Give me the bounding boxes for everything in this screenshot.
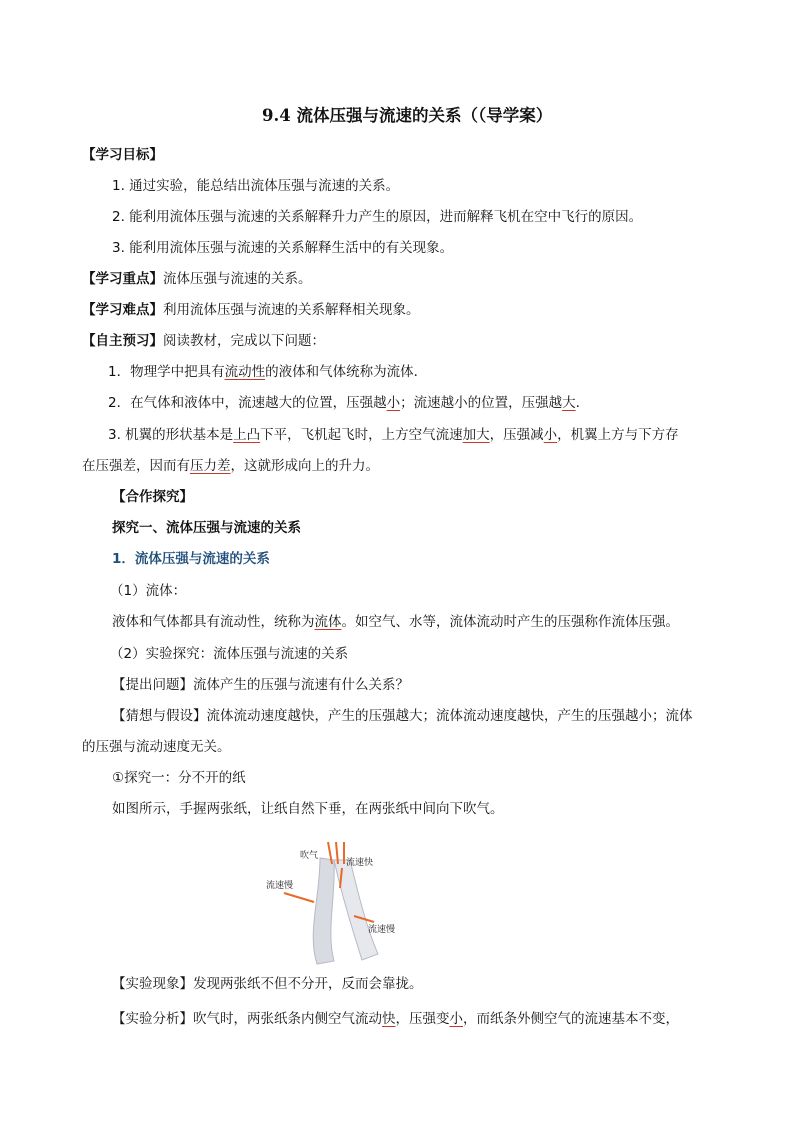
fluid-answer: 流体 (314, 614, 342, 630)
fluid-definition (112, 613, 679, 631)
q2-text-b: ；流速越小的位置，压强越 (400, 395, 563, 411)
fluid-text-b: 。如空气、水等，流体流动时产生的压强称作流体压强。 (341, 614, 679, 630)
analysis-answer-2: 小 (449, 1011, 463, 1027)
analysis-answer-1: 快 (382, 1011, 396, 1027)
phenomenon-line (112, 975, 423, 993)
objective-item-3: 3. 能利用流体压强与流速的关系解释生活中的有关现象。 (112, 240, 454, 256)
analysis-text-c: ，而纸条外侧空气的流速基本不变， (463, 1011, 679, 1027)
label-slow-right: 流速慢 (368, 925, 396, 935)
paper-left-icon (313, 858, 334, 964)
fluid-label: （1）流体： (110, 583, 187, 599)
q1-answer: 流动性 (224, 364, 266, 380)
hypothesis-text-2: 的压强与流动速度无关。 (82, 739, 231, 755)
explore-1-heading: 探究一、流体压强与流速的关系 (112, 520, 301, 536)
label-slow-left: 流速慢 (266, 881, 294, 891)
fluid-text-a: 液体和气体都具有流动性，统称为 (112, 614, 315, 630)
objectives-heading: 【学习目标】 (82, 147, 163, 163)
experiment-label: （2）实验探究：流体压强与流速的关系 (110, 646, 349, 662)
analysis-label: 【实验分析】 (112, 1011, 193, 1027)
q3-text-d: ，机翼上方与下方存 (557, 427, 679, 443)
preview-label: 【自主预习】 (82, 333, 163, 349)
hypothesis-text-1: 流体流动速度越快，产生的压强越大；流体流动速度越快，产生的压强越小；流体 (206, 708, 693, 724)
hypothesis-label: 【猜想与假设】 (112, 708, 207, 724)
q3-text-e: 在压强差，因而有 (82, 458, 190, 474)
preview-question-2 (108, 394, 580, 412)
q3-answer-3: 小 (543, 427, 558, 443)
q3-text-a: 3. 机翼的形状基本是 (108, 427, 234, 443)
q3-answer-1: 上凸 (233, 427, 261, 443)
q2-text-c: . (575, 395, 580, 411)
analysis-text-b: ，压强变 (395, 1011, 450, 1027)
difficulty-label: 【学习难点】 (82, 302, 163, 318)
key-point-label: 【学习重点】 (82, 271, 163, 287)
q1-text-a: 1．物理学中把具有 (108, 364, 225, 380)
q2-answer-1: 小 (386, 395, 401, 411)
label-blow: 吹气 (300, 851, 319, 861)
preview-line (82, 332, 325, 350)
q3-text-f: ，这就形成向上的升力。 (230, 458, 379, 474)
q3-text-c: ，压强减 (489, 427, 544, 443)
question-text: 流体产生的压强与流速有什么关系？ (193, 677, 409, 693)
q2-answer-2: 大 (562, 395, 576, 411)
difficulty-line (82, 301, 420, 319)
section-1-heading: 1．流体压强与流速的关系 (112, 551, 270, 567)
analysis-line (112, 1010, 679, 1028)
instruction-text: 如图所示，手握两张纸，让纸自然下垂，在两张纸中间向下吹气。 (112, 801, 504, 817)
page-title: 9.4 流体压强与流速的关系（（导学案） (262, 106, 553, 125)
question-label: 【提出问题】 (112, 677, 193, 693)
label-fast: 流速快 (346, 858, 374, 868)
phenomenon-text: 发现两张纸不但不分开，反而会靠拢。 (193, 976, 423, 992)
slow-arrow-left-icon (284, 893, 314, 902)
preview-question-3 (108, 426, 679, 444)
key-point-text: 流体压强与流速的关系。 (163, 271, 312, 287)
objective-item-2: 2. 能利用流体压强与流速的关系解释升力产生的原因，进而解释飞机在空中飞行的原因。 (112, 209, 643, 225)
q3-answer-2: 加大 (462, 427, 490, 443)
key-point-line (82, 270, 312, 288)
objective-item-1: 1. 通过实验，能总结出流体压强与流速的关系。 (112, 178, 400, 194)
q1-text-b: 的液体和气体统称为流体． (265, 364, 428, 380)
phenomenon-label: 【实验现象】 (112, 976, 193, 992)
preview-question-3-cont (82, 457, 379, 475)
difficulty-text: 利用流体压强与流速的关系解释相关现象。 (163, 302, 420, 318)
preview-text: 阅读教材，完成以下问题： (163, 333, 325, 349)
explore-item-1: ①探究一：分不开的纸 (112, 770, 246, 786)
analysis-text-a: 吹气时，两张纸条内侧空气流动 (193, 1011, 382, 1027)
preview-question-1 (108, 363, 427, 381)
cooperation-heading: 【合作探究】 (112, 489, 193, 505)
hypothesis-line (112, 707, 693, 725)
q3-text-b: 下平，飞机起飞时，上方空气流速 (260, 427, 463, 443)
paper-blow-figure (262, 838, 412, 966)
q3-answer-4: 压力差 (190, 458, 231, 474)
question-line (112, 676, 409, 694)
q2-text-a: 2．在气体和液体中，流速越大的位置，压强越 (108, 395, 387, 411)
